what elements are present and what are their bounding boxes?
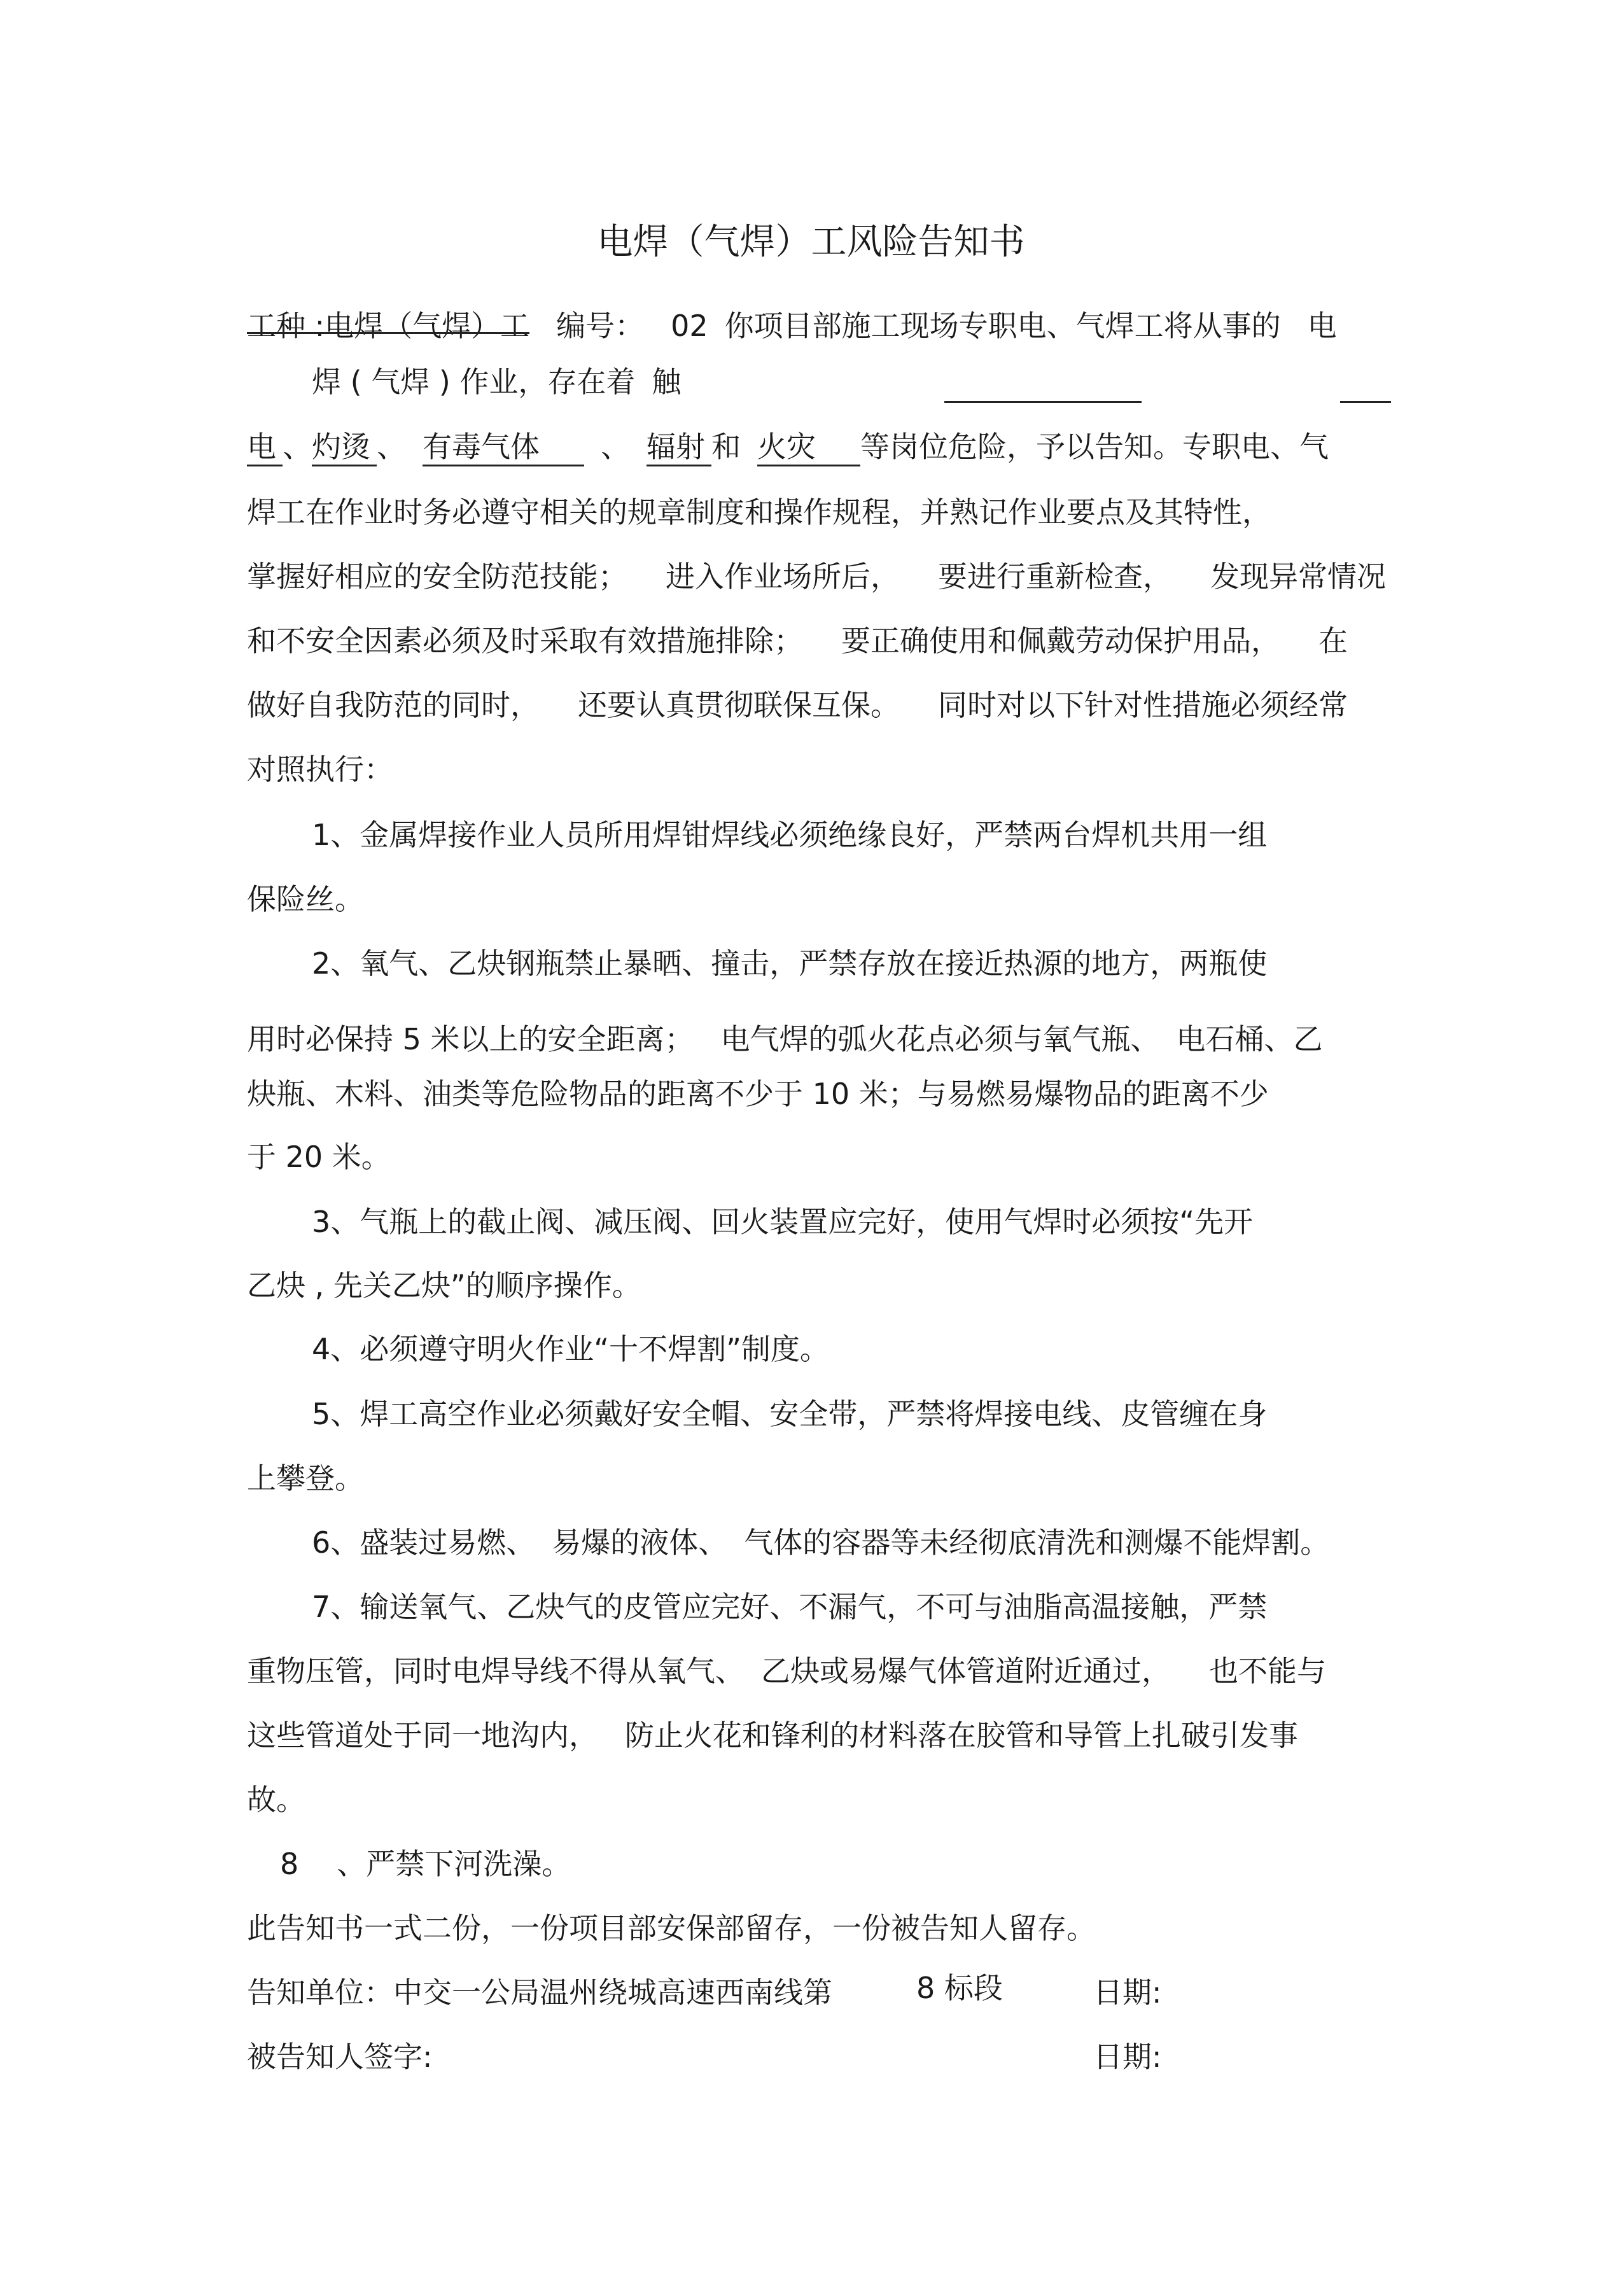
hazard-radiation: 辐射 [647,429,711,466]
header-text: 你项目部施工现场专职电、气焊工将从事的 [724,309,1281,343]
item-5-cont: 上攀登。 [247,1461,364,1495]
intro-line-2: 焊 ( 气焊 ) 作业，存在着 触 [312,365,682,399]
item-7: 7、输送氧气、乙炔气的皮管应完好、不漏气，不可与油脂高温接触，严禁 [312,1590,1268,1624]
blank-underline [944,401,1142,403]
copies-note: 此告知书一式二份，一份项目部安保部留存，一份被告知人留存。 [247,1911,1096,1945]
hazard-fire: 火灾 [757,429,860,466]
item-8: 8 、严禁下河洗澡。 [280,1847,571,1881]
item-5: 5、焊工高空作业必须戴好安全帽、安全带，严禁将焊接电线、皮管缠在身 [312,1397,1268,1431]
intro-line: 焊工在作业时务必遵守相关的规章制度和操作规程，并熟记作业要点及其特性， [247,495,1271,529]
signature-label: 被告知人签字: [247,2040,433,2074]
job-type: 工种 :电焊（气焊）工 [247,307,529,345]
item-3-cont: 乙炔 , 先关乙炔”的顺序操作。 [247,1268,641,1303]
hazard-toxic-gas: 有毒气体 [423,429,584,466]
item-7-cont: 这些管道处于同一地沟内， 防止火花和锋利的材料落在胶管和导管上扎破引发事 [247,1718,1298,1753]
header-tail: 电 [1307,309,1337,343]
header-line [247,307,1337,345]
number-value: 02 [671,309,708,343]
intro-line: 做好自我防范的同时， 还要认真贯彻联保互保。 同时对以下针对性措施必须经常 [247,688,1348,722]
intro-line: 对照执行： [247,752,393,787]
date-label: 日期: [1093,1975,1162,2010]
item-7-cont: 重物压管，同时电焊导线不得从氧气、 乙炔或易爆气体管道附近通过， 也不能与 [247,1654,1326,1688]
item-2: 2、氧气、乙炔钢瓶禁止暴晒、撞击，严禁存放在接近热源的地方，两瓶使 [312,946,1268,981]
item-4: 4、必须遵守明火作业“十不焊割”制度。 [312,1332,829,1366]
document-title: 电焊（气焊）工风险告知书 [597,221,1025,263]
hazard-lead: 触 [652,365,682,399]
item-3: 3、气瓶上的截止阀、减压阀、回火装置应完好，使用气焊时必须按“先开 [312,1205,1254,1239]
item-1: 1、金属焊接作业人员所用焊钳焊线必须绝缘良好，严禁两台焊机共用一组 [312,818,1268,852]
item-6: 6、盛装过易燃、 易爆的液体、 气体的容器等未经彻底清洗和测爆不能焊割。 [312,1525,1330,1560]
unit-section: 8 标段 [916,1971,1003,2005]
item-2-cont: 用时必保持 5 米以上的安全距离； 电气焊的弧火花点必须与氧气瓶、 电石桶、乙 [247,1022,1323,1056]
date-label-2: 日期: [1093,2040,1162,2074]
intro-line: 掌握好相应的安全防范技能； 进入作业场所后， 要进行重新检查， 发现异常情况 [247,559,1386,594]
item-2-cont: 于 20 米。 [247,1140,391,1174]
number-label: 编号： [556,309,645,343]
item-1-cont: 保险丝。 [247,882,364,916]
blank-underline [1340,401,1391,403]
item-2-cont: 炔瓶、木料、油类等危险物品的距离不少于 10 米；与易燃易爆物品的距离不少 [247,1077,1269,1111]
hazard-electric: 电 [247,429,283,466]
hazard-line: 电 、灼烫 、 有毒气体 、 辐射 和 火灾 等岗位危险，予以告知。专职电、气 [247,428,1329,466]
intro-line: 和不安全因素必须及时采取有效措施排除； 要正确使用和佩戴劳动保护用品， 在 [247,624,1348,658]
hazard-burn: 灼烫 [312,429,377,466]
notifying-unit: 告知单位：中交一公局温州绕城高速西南线第 [247,1975,832,2010]
item-7-cont: 故。 [247,1782,305,1817]
item-8-number: 8 [280,1847,299,1881]
